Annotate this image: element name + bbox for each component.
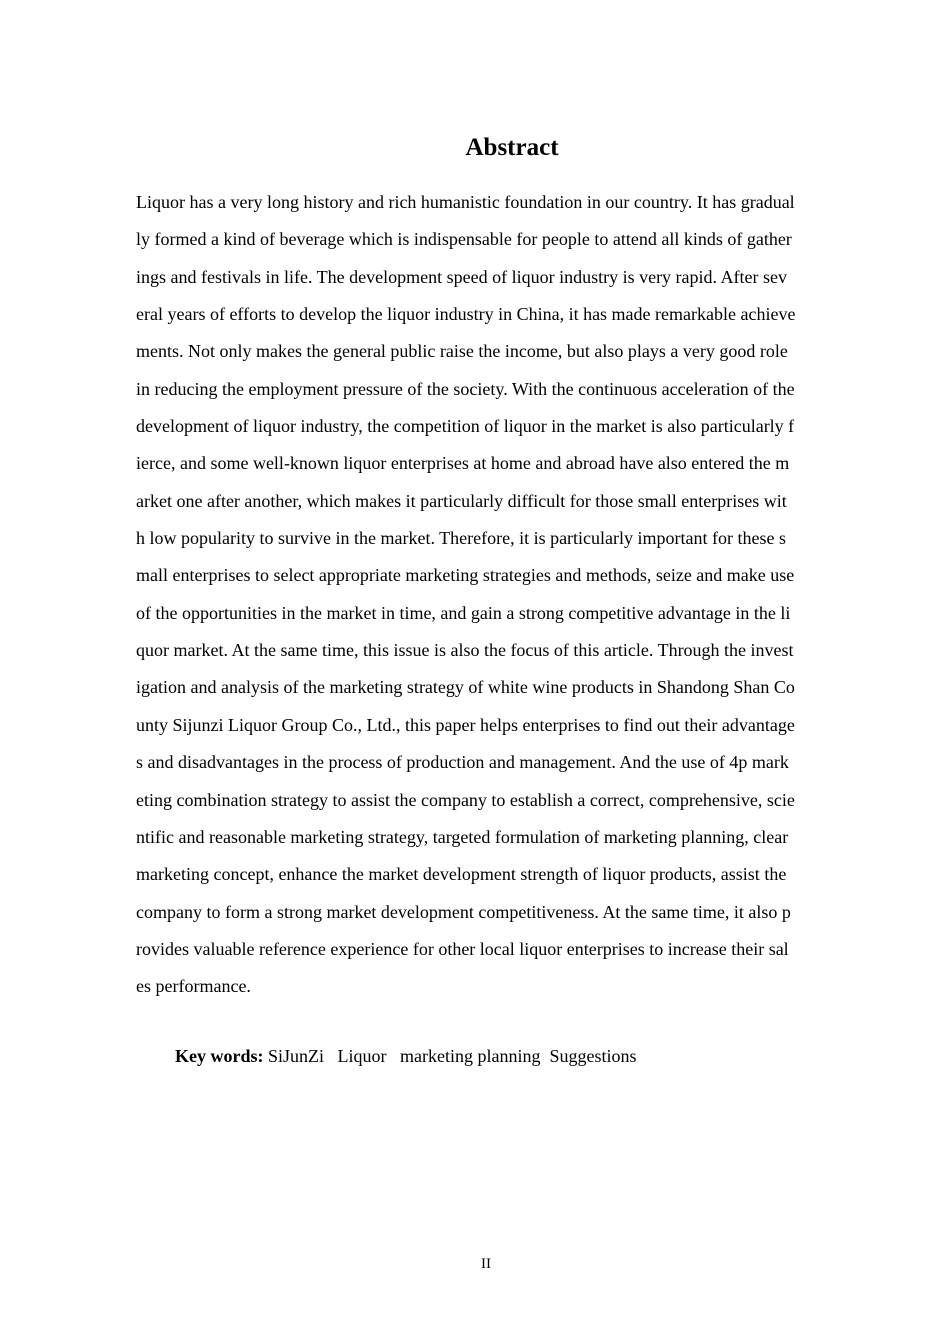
abstract-line: eting combination strategy to assist the company to establish a correct, comprehensive, scie xyxy=(136,789,795,810)
abstract-line: Liquor has a very long history and rich humanistic foundation in our country. It has gradual xyxy=(136,192,795,212)
abstract-line: marketing concept, enhance the market development strength of liquor products, assist the xyxy=(136,864,787,885)
abstract-line: s and disadvantages in the process of production and management. And the use of 4p mark xyxy=(136,752,789,773)
abstract-line: in reducing the employment pressure of the society. With the continuous acceleration of the xyxy=(136,378,795,399)
page-number: II xyxy=(481,1256,491,1272)
abstract-line: of the opportunities in the market in time, and gain a strong competitive advantage in the li xyxy=(136,602,791,623)
abstract-line: unty Sijunzi Liquor Group Co., Ltd., this paper helps enterprises to find out their advantage xyxy=(136,714,795,735)
abstract-line: arket one after another, which makes it particularly difficult for those small enterprises wit xyxy=(136,490,787,511)
abstract-line: eral years of efforts to develop the liquor industry in China, it has made remarkable achieve xyxy=(136,304,796,325)
abstract-line: ments. Not only makes the general public raise the income, but also plays a very good role xyxy=(136,341,788,362)
abstract-body xyxy=(136,190,856,1012)
abstract-line: ntific and reasonable marketing strategy, targeted formulation of marketing planning, clear xyxy=(136,826,789,847)
abstract-line: h low popularity to survive in the market. Therefore, it is particularly important for these s xyxy=(136,528,786,549)
abstract-line: quor market. At the same time, this issue is also the focus of this article. Through the invest xyxy=(136,640,794,661)
page-title: Abstract xyxy=(465,134,559,161)
keywords-label: Key words: xyxy=(175,1046,264,1066)
abstract-line: ierce, and some well-known liquor enterprises at home and abroad have also entered the m xyxy=(136,453,790,474)
abstract-line: rovides valuable reference experience for other local liquor enterprises to increase their sal xyxy=(136,938,789,959)
keywords-value: SiJunZi Liquor marketing planning Suggestions xyxy=(263,1046,637,1066)
abstract-line: mall enterprises to select appropriate marketing strategies and methods, seize and make use xyxy=(136,565,795,586)
abstract-line: ly formed a kind of beverage which is indispensable for people to attend all kinds of gather xyxy=(136,229,792,250)
abstract-line: igation and analysis of the marketing strategy of white wine products in Shandong Shan Co xyxy=(136,677,795,698)
abstract-line: company to form a strong market development competitiveness. At the same time, it also p xyxy=(136,901,791,922)
abstract-line: es performance. xyxy=(136,976,251,997)
abstract-line: ings and festivals in life. The development speed of liquor industry is very rapid. After sev xyxy=(136,266,788,287)
keywords-line xyxy=(175,1046,636,1067)
abstract-line: development of liquor industry, the competition of liquor in the market is also particularly f xyxy=(136,416,795,437)
